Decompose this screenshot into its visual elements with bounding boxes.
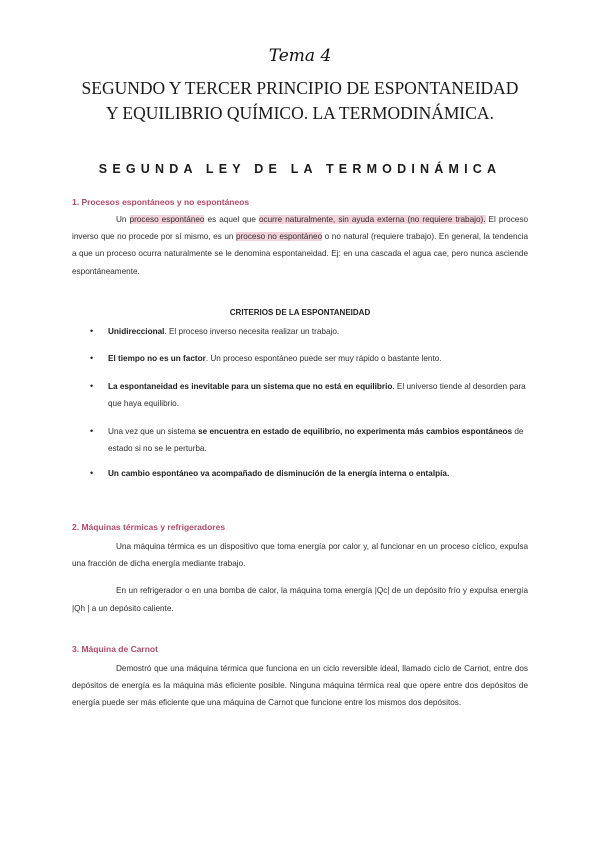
list-item xyxy=(90,423,528,457)
title-line-1: SEGUNDO Y TERCER PRINCIPIO DE ESPONTANEIDAD xyxy=(81,78,519,98)
section-heat-engines xyxy=(72,521,528,617)
section-spontaneous-processes xyxy=(72,196,528,280)
criteria-list xyxy=(90,324,528,339)
text-run: . El proceso inverso necesita realizar un trabajo. xyxy=(164,327,340,336)
list-item xyxy=(90,351,528,366)
criteria-list xyxy=(90,466,528,481)
criteria-list xyxy=(90,378,528,412)
section-paragraph: Demostró que una máquina térmica que funciona en un ciclo reversible ideal, llamado ciclo de Carnot, entre dos depósitos de energía es la máquina más eficiente posible. Ninguna máquina térmica real que opere entre dos depósitos de energía puede ser más eficiente que una máquina de Carnot que funcione entre los mismos dos depósitos. xyxy=(72,664,528,708)
section-carnot xyxy=(72,643,528,712)
section-heading: 1. Procesos espontáneos y no espontáneos xyxy=(72,197,250,207)
text-run: Una vez que un sistema xyxy=(108,427,199,436)
list-item xyxy=(90,466,528,481)
highlight-text: proceso no espontáneo xyxy=(236,232,323,242)
criteria-list xyxy=(90,423,528,457)
bold-text: se encuentra en estado de equilibrio, no experimenta más cambios espontáneos xyxy=(198,427,513,436)
section-paragraph xyxy=(72,211,528,280)
highlight-text: proceso espontáneo xyxy=(129,215,205,224)
bold-text: La espontaneidad es inevitable para un sistema que no está en equilibrio xyxy=(108,382,393,391)
section-paragraph: Una máquina térmica es un dispositivo que toma energía por calor y, al funcionar en un proceso cíclico, expulsa una fracción de dicha energía mediante trabajo. xyxy=(72,542,528,569)
bold-text: Unidireccional xyxy=(108,327,165,336)
text-run: es aquel que xyxy=(204,215,259,224)
highlight-text: ocurre naturalmente, sin ayuda externa (no requiere trabajo). xyxy=(258,215,486,224)
text-run: . El universo tiende al desorden para que haya equilibrio. xyxy=(108,382,526,408)
section-heading: 3. Máquina de Carnot xyxy=(72,644,158,654)
title-line-2: Y EQUILIBRIO QUÍMICO. LA TERMODINÁMICA. xyxy=(106,103,494,123)
text-run: de estado si no se le perturba. xyxy=(108,427,524,453)
criteria-list xyxy=(90,351,528,366)
bold-text: Un cambio espontáneo va acompañado de disminución de la energía interna o entalpía. xyxy=(108,469,450,478)
text-run: o no natural (requiere trabajo). En general, la tendencia a que un proceso ocurra naturalmente se le denomina espontaneidad. Ej: en una cascada el agua cae, pero nunca asciende espontáneamente. xyxy=(72,232,529,276)
text-run: El proceso inverso que no procede por sí mismo, es un xyxy=(72,215,528,242)
law-heading: SEGUNDA LEY DE LA TERMODINÁMICA xyxy=(98,162,502,176)
list-item xyxy=(90,378,528,412)
list-item xyxy=(90,324,528,339)
page-title xyxy=(40,76,560,126)
section-paragraph: En un refrigerador o en una bomba de calor, la máquina toma energía |Qc| de un depósito frío y expulsa energía |Qh | a un depósito caliente. xyxy=(72,586,528,613)
topic-title: Tema 4 xyxy=(268,46,332,66)
bold-text: El tiempo no es un factor xyxy=(108,354,206,363)
section-heading: 2. Máquinas térmicas y refrigeradores xyxy=(72,522,226,532)
text-run: . Un proceso espontáneo puede ser muy rápido o bastante lento. xyxy=(205,354,442,363)
criteria-title: CRITERIOS DE LA ESPONTANEIDAD xyxy=(229,308,371,317)
text-run: Un xyxy=(116,215,130,224)
